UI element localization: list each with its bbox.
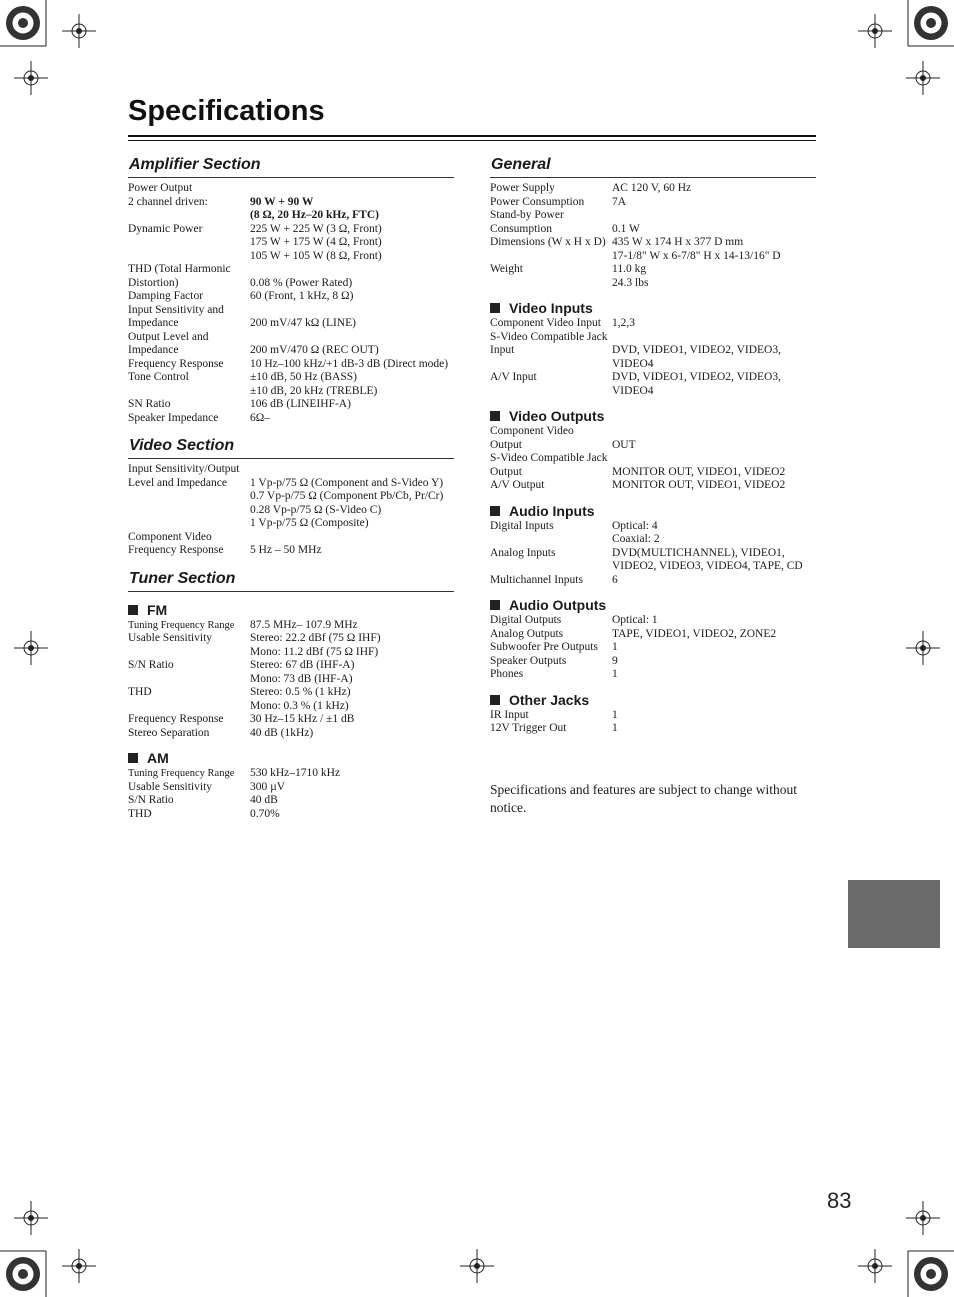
spec-label: Component Video: [490, 425, 574, 437]
spec-value: 10 Hz–100 kHz/+1 dB-3 dB (Direct mode): [250, 357, 449, 370]
spec-value: AC 120 V, 60 Hz: [612, 182, 692, 194]
spec-value: OUT: [612, 438, 636, 451]
spec-value: 1,2,3: [612, 317, 635, 329]
audio-outputs-heading-label: Audio Outputs: [509, 597, 607, 613]
spec-label: Distortion): [128, 276, 179, 289]
spec-label: Usable Sensitivity: [128, 632, 213, 644]
spec-value: 106 dB (LINEIHF-A): [250, 398, 351, 410]
video-outputs-heading-label: Video Outputs: [509, 408, 605, 424]
spec-value: Stereo: 0.5 % (1 kHz): [250, 686, 351, 698]
spec-value: Optical: 1: [612, 614, 658, 626]
spec-value: 0.70%: [250, 807, 280, 820]
spec-value: DVD, VIDEO1, VIDEO2, VIDEO3, VIDEO4: [612, 344, 781, 370]
spec-label: Power Consumption: [490, 195, 585, 208]
spec-value: 24.3 lbs: [612, 276, 649, 289]
crosshair-icon: [14, 61, 48, 95]
crosshair-icon: [906, 1201, 940, 1235]
spec-label: Output Level and: [128, 330, 209, 343]
spec-label: Component Video: [128, 530, 212, 543]
page-title: Specifications: [128, 95, 325, 127]
spec-label: SN Ratio: [128, 398, 171, 410]
other-jacks-heading-label: Other Jacks: [509, 691, 590, 708]
spec-value: 1: [612, 668, 618, 680]
spec-label: Analog Outputs: [490, 627, 564, 640]
spec-value: (8 Ω, 20 Hz–20 kHz, FTC): [250, 209, 379, 221]
spec-value: MONITOR OUT, VIDEO1, VIDEO2: [612, 465, 786, 478]
spec-value: 40 dB: [250, 794, 278, 806]
spec-label: Dimensions (W x H x D): [490, 236, 606, 248]
spec-value: 60 (Front, 1 kHz, 8 Ω): [250, 290, 354, 302]
spec-value: ±10 dB, 20 kHz (TREBLE): [250, 384, 378, 397]
spec-value: 0.28 Vp-p/75 Ω (S-Video C): [250, 503, 382, 516]
spec-label: Speaker Outputs: [490, 654, 567, 667]
spec-value: 9: [612, 654, 618, 667]
tuner-heading: Tuner Section: [128, 568, 454, 592]
spec-value: Stereo: 67 dB (IHF-A): [250, 659, 355, 671]
spec-value: DVD(MULTICHANNEL), VIDEO1, VIDEO2, VIDEO3, VIDEO4, TAPE, CD: [612, 546, 803, 572]
spec-label: THD: [128, 686, 152, 698]
footnote: Specifications and features are subject to change without notice.: [490, 782, 798, 815]
spec-value: 105 W + 105 W (8 Ω, Front): [250, 249, 382, 262]
video-inputs-heading-label: Video Inputs: [509, 300, 593, 316]
spec-value: 1 Vp-p/75 Ω (Composite): [250, 517, 369, 529]
spec-value: 1 Vp-p/75 Ω (Component and S-Video Y): [250, 476, 444, 489]
spec-label: Output: [490, 438, 522, 451]
spec-value: 225 W + 225 W (3 Ω, Front): [250, 222, 382, 235]
spec-label: Analog Inputs: [490, 546, 556, 559]
spec-label: Impedance: [128, 344, 179, 356]
spec-label: Power Output: [128, 182, 193, 194]
audio-inputs-heading-label: Audio Inputs: [509, 502, 595, 519]
spec-value: 200 mV/470 Ω (REC OUT): [250, 344, 379, 356]
crosshair-icon: [906, 631, 940, 665]
crosshair-icon: [14, 631, 48, 665]
spec-label: Impedance: [128, 317, 179, 329]
spec-label: Power Supply: [490, 182, 555, 194]
spec-label: Phones: [490, 668, 524, 680]
spec-label: S-Video Compatible Jack: [490, 330, 608, 343]
spec-value: Mono: 0.3 % (1 kHz): [250, 699, 349, 712]
spec-label: Digital Inputs: [490, 519, 554, 532]
video-heading: Video Section: [128, 435, 454, 459]
spec-label: Frequency Response: [128, 544, 224, 556]
spec-value: 5 Hz – 50 MHz: [250, 544, 322, 556]
spec-value: 175 W + 175 W (4 Ω, Front): [250, 236, 382, 248]
spec-label: Digital Outputs: [490, 614, 562, 626]
spec-value: TAPE, VIDEO1, VIDEO2, ZONE2: [612, 627, 777, 640]
spec-value: 40 dB (1kHz): [250, 726, 314, 739]
spec-label: Subwoofer Pre Outputs: [490, 641, 598, 653]
crosshair-icon: [62, 1249, 96, 1283]
registration-target-icon: [4, 4, 42, 42]
spec-value: 6: [612, 573, 618, 586]
crosshair-icon: [460, 1249, 494, 1283]
spec-value: 1: [612, 708, 618, 721]
spec-value: 0.08 % (Power Rated): [250, 276, 353, 289]
spec-label: A/V Input: [490, 371, 537, 383]
spec-label: S/N Ratio: [128, 659, 174, 671]
amplifier-heading: Amplifier Section: [128, 154, 454, 178]
spec-label: Multichannel Inputs: [490, 573, 583, 586]
spec-value: 0.1 W: [612, 222, 640, 235]
spec-label: S/N Ratio: [128, 794, 174, 806]
spec-label: THD: [128, 807, 152, 820]
spec-label: Input Sensitivity and: [128, 303, 224, 316]
spec-value: 11.0 kg: [612, 263, 647, 275]
crosshair-icon: [858, 14, 892, 48]
spec-label: Input: [490, 344, 515, 356]
spec-value: Optical: 4: [612, 519, 658, 532]
crosshair-icon: [14, 1201, 48, 1235]
spec-value: ±10 dB, 50 Hz (BASS): [250, 371, 357, 383]
spec-label: Dynamic Power: [128, 222, 203, 235]
crosshair-icon: [62, 14, 96, 48]
spec-label: Damping Factor: [128, 290, 204, 302]
spec-value: 300 µV: [250, 780, 286, 793]
spec-value: 90 W + 90 W: [250, 195, 314, 208]
spec-label: Stand-by Power: [490, 209, 564, 221]
spec-label: Frequency Response: [128, 713, 224, 725]
spec-value: Coaxial: 2: [612, 533, 660, 545]
spec-value: 530 kHz–1710 kHz: [250, 767, 341, 779]
crosshair-icon: [906, 61, 940, 95]
page-number: 83: [827, 1188, 852, 1213]
spec-label: Level and Impedance: [128, 476, 227, 489]
spec-value: 17-1/8" W x 6-7/8" H x 14-13/16" D: [612, 249, 781, 262]
spec-label: Output: [490, 465, 522, 478]
spec-label: Usable Sensitivity: [128, 780, 213, 793]
spec-label: 2 channel driven:: [128, 195, 208, 208]
spec-label: IR Input: [490, 708, 529, 721]
spec-label: Tuning Frequency Range: [128, 768, 235, 779]
spec-value: 435 W x 174 H x 377 D mm: [612, 236, 744, 248]
crosshair-icon: [858, 1249, 892, 1283]
spec-label: Component Video Input: [490, 317, 601, 329]
fm-heading-label: FM: [147, 601, 168, 618]
spec-value: Mono: 73 dB (IHF-A): [250, 672, 353, 685]
spec-label: Stereo Separation: [128, 726, 210, 739]
general-heading: General: [490, 154, 816, 178]
spec-label: THD (Total Harmonic: [128, 263, 231, 275]
spec-label: S-Video Compatible Jack: [490, 452, 608, 464]
spec-label: Speaker Impedance: [128, 411, 219, 424]
registration-target-icon: [4, 1255, 42, 1293]
spec-label: A/V Output: [490, 479, 545, 491]
spec-value: 7A: [612, 195, 627, 208]
spec-label: Tuning Frequency Range: [128, 619, 235, 631]
spec-label: Input Sensitivity/Output: [128, 463, 240, 475]
spec-value: 1: [612, 722, 618, 734]
spec-value: 200 mV/47 kΩ (LINE): [250, 317, 356, 329]
spec-value: Stereo: 22.2 dBf (75 Ω IHF): [250, 632, 381, 644]
am-heading-label: AM: [147, 750, 169, 766]
registration-target-icon: [912, 4, 950, 42]
spec-value: 1: [612, 641, 618, 653]
spec-value: 30 Hz–15 kHz / ±1 dB: [250, 713, 355, 725]
spec-label: 12V Trigger Out: [490, 722, 567, 734]
spec-value: Mono: 11.2 dBf (75 Ω IHF): [250, 645, 379, 658]
spec-label: Tone Control: [128, 371, 189, 383]
spec-label: Consumption: [490, 222, 552, 235]
registration-target-icon: [912, 1255, 950, 1293]
spec-value: 87.5 MHz– 107.9 MHz: [250, 618, 358, 631]
spec-value: 0.7 Vp-p/75 Ω (Component Pb/Cb, Pr/Cr): [250, 490, 444, 502]
spec-label: Weight: [490, 263, 523, 275]
spec-value: 6Ω–: [250, 411, 271, 424]
spec-value: DVD, VIDEO1, VIDEO2, VIDEO3, VIDEO4: [612, 371, 781, 397]
spec-label: Frequency Response: [128, 357, 224, 370]
spec-value: MONITOR OUT, VIDEO1, VIDEO2: [612, 479, 786, 491]
